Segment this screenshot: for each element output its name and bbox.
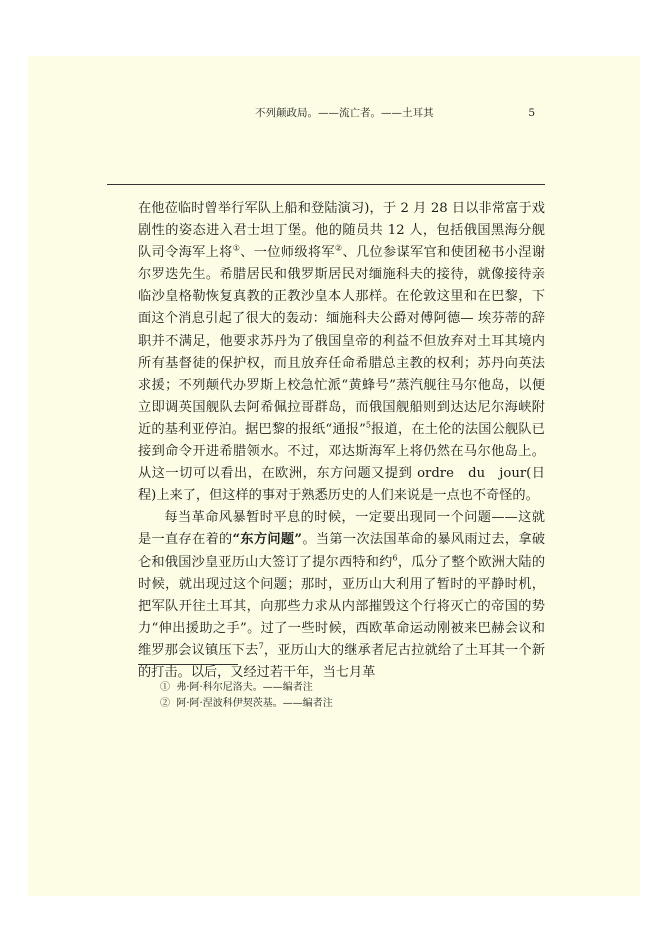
footnote-mark: ①: [160, 682, 170, 693]
text-run: 每当革命风暴暂时平息的时候，一定要出现同一个问题——这就是一直存在着的: [138, 510, 545, 548]
footnote-text: 弗·阿·科尔尼洛夫。——编者注: [176, 682, 313, 693]
footnote-2: [160, 696, 520, 712]
text-run: 报道，在土伦的法国公舰队已接到命令开进希腊领水。不过，邓达斯海军上将仍然在马尔他岛上。从这一切可以看出，在欧洲，东方问题又提到 ordre du jour(日程)上来了，但这样的事对于熟悉历史的人们来说是一点也不奇怪的。: [138, 421, 545, 504]
page-number: 5: [528, 107, 535, 119]
running-header-title: 不列颠政局。——流亡者。——土耳其: [255, 107, 434, 119]
text-run: 在他莅临时曾举行军队上船和登陆演习)，于 2 月 28 日以非常富于戏剧性的姿态进入君士坦丁堡。他的随员共 12 人，包括俄国黑海分舰队司令海军上将: [138, 201, 545, 261]
text-run: ，亚历山大的继承者尼古拉就给了土耳其一个新的打击。以后，又经过若干年，当七月革: [138, 642, 546, 680]
emphasis-eastern-question: “东方问题”: [232, 532, 303, 548]
paragraph-2: [138, 507, 545, 684]
note-ref-6: 6: [392, 553, 398, 563]
footnote-ref-1[interactable]: ①: [232, 243, 241, 253]
note-ref-5: 5: [365, 420, 371, 430]
body-text: [138, 198, 545, 684]
header-rule: [107, 184, 545, 185]
footnote-ref-2[interactable]: ②: [334, 243, 343, 253]
text-run: 、几位参谋军官和使团秘书小涅谢尔罗迭先生。希腊居民和俄罗斯居民对缅施科夫的接待，就像接待亲临沙皇格勒恢复真教的正教沙皇本人那样。在伦敦这里和在巴黎，下面这个消息引起了很大的轰动：缅施科夫公爵对傅阿德— 埃芬蒂的辞职并不满足，他要求苏丹为了俄国皇帝的利益不但放弃对土耳其境内所有基督徒的保护权，而且放弃任命希腊总主教的权利；苏丹向英法求援；不列颠代办罗斯上校急忙派“黄蜂号”蒸汽舰往马尔他岛，以便立即调英国舰队去阿希佩拉哥群岛，而俄国舰船则到达达尼尔海峡附近的基利亚停泊。据巴黎的报纸“通报”: [138, 245, 546, 437]
footnote-mark: ②: [160, 698, 170, 709]
note-ref-7: 7: [258, 641, 264, 651]
footnote-rule: [138, 664, 238, 665]
text-run: 。当第一次法国革命的暴风雨过去，拿破仑和俄国沙皇亚历山大签订了提尔西特和约: [138, 532, 546, 570]
paragraph-1: [138, 198, 545, 507]
text-run: 、一位师级将军: [240, 245, 335, 261]
footnotes: [160, 680, 520, 712]
footnote-1: [160, 680, 520, 696]
text-run: ，瓜分了整个欧洲大陆的时候，就出现过这个问题；那时，亚历山大利用了暂时的平静时机，把军队开往土耳其，向那些力求从内部摧毁这个行将灭亡的帝国的势力“伸出援助之手”。过了一些时候，西欧革命运动刚被来巴赫会议和维罗那会议镇压下去: [138, 554, 546, 658]
footnote-text: 阿·阿·涅波科伊契茨基。——编者注: [176, 698, 333, 709]
